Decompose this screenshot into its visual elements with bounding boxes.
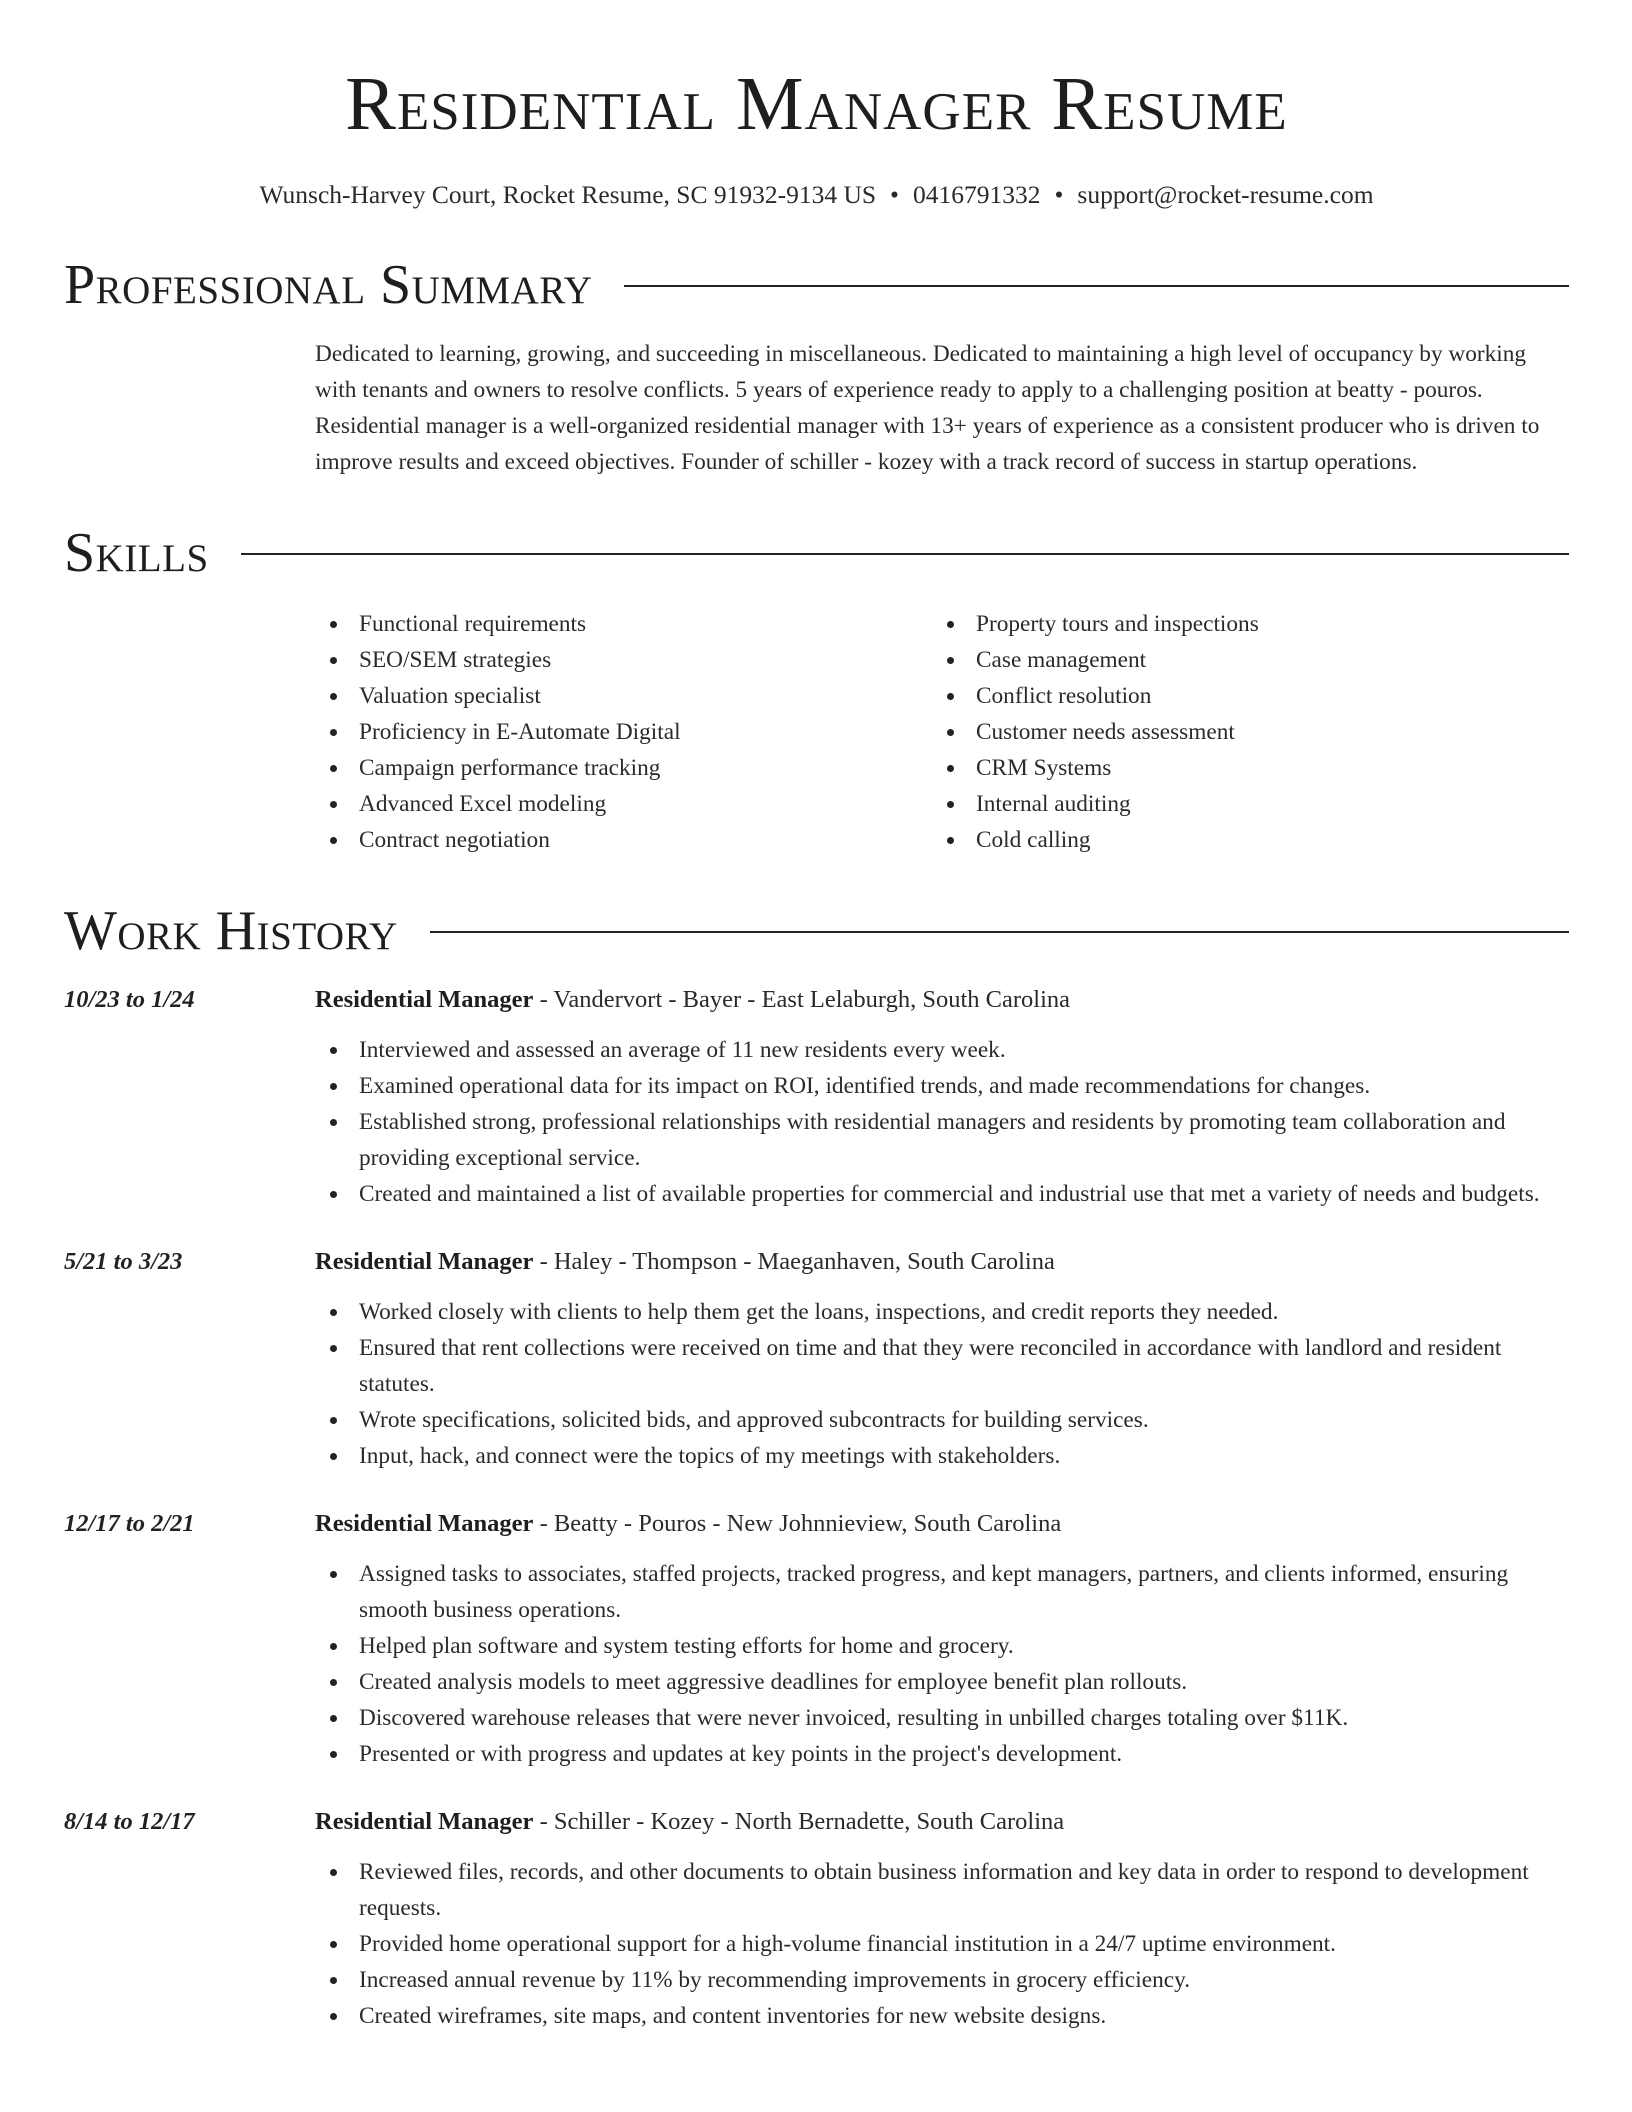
job-bullet: Wrote specifications, solicited bids, and approved subcontracts for building services. (315, 1402, 1569, 1438)
job-bullet: Input, hack, and connect were the topics of my meetings with stakeholders. (315, 1438, 1569, 1474)
contact-phone: 0416791332 (912, 180, 1041, 209)
job-heading (315, 1244, 1569, 1280)
job-bullet: Examined operational data for its impact on ROI, identified trends, and made recommendations for changes. (315, 1068, 1569, 1104)
skills-section-header (64, 522, 1569, 584)
skill-item: Campaign performance tracking (315, 750, 932, 786)
job-entry (64, 1804, 1569, 2034)
job-heading (315, 1506, 1569, 1542)
contact-separator: • (1054, 180, 1064, 209)
job-bullet: Created analysis models to meet aggressive deadlines for employee benefit plan rollouts. (315, 1664, 1569, 1700)
job-role: Residential Manager (315, 1248, 534, 1275)
job-heading (315, 1804, 1569, 1840)
job-role: Residential Manager (315, 1510, 534, 1537)
job-company: - Beatty - Pouros - New Johnnieview, South Carolina (533, 1510, 1062, 1537)
summary-heading: Professional Summary (64, 254, 593, 316)
skills-column-left (315, 606, 932, 858)
contact-separator: • (890, 180, 899, 209)
section-divider (241, 553, 1569, 555)
job-dates: 12/17 to 2/21 (64, 1510, 195, 1537)
job-bullet: Provided home operational support for a high-volume financial institution in a 24/7 uptime environment. (315, 1926, 1569, 1962)
work-heading: Work History (64, 900, 398, 962)
job-entry (64, 982, 1569, 1212)
skill-item: Functional requirements (315, 606, 932, 642)
job-bullet: Created wireframes, site maps, and content inventories for new website designs. (315, 1998, 1569, 2034)
skill-item: Valuation specialist (315, 678, 932, 714)
skill-item: Proficiency in E-Automate Digital (315, 714, 932, 750)
job-heading (315, 982, 1569, 1018)
job-bullet: Increased annual revenue by 11% by recommending improvements in grocery efficiency. (315, 1962, 1569, 1998)
job-bullet: Interviewed and assessed an average of 11 new residents every week. (315, 1032, 1569, 1068)
job-bullet: Helped plan software and system testing efforts for home and grocery. (315, 1628, 1569, 1664)
skill-item: SEO/SEM strategies (315, 642, 932, 678)
summary-text: Dedicated to learning, growing, and succeeding in miscellaneous. Dedicated to maintaining a high level of occupancy by working with tenants and owners to resolve conflicts. 5 years of experience ready to apply to a challenging position at beatty - pouros. Residential manager is a well-organized residential manager with 13+ years of experience as a consistent producer who is driven to improve results and exceed objectives. Founder of schiller - kozey with a track record of success in startup operations. (315, 341, 1540, 475)
job-bullet: Worked closely with clients to help them get the loans, inspections, and credit reports they needed. (315, 1294, 1569, 1330)
skill-item: Cold calling (932, 822, 1549, 858)
job-dates: 8/14 to 12/17 (64, 1808, 195, 1835)
skill-item: Advanced Excel modeling (315, 786, 932, 822)
section-divider (624, 285, 1569, 287)
skills-list (315, 606, 1569, 858)
job-bullets (315, 1556, 1569, 1772)
job-bullets (315, 1294, 1569, 1474)
job-bullet: Assigned tasks to associates, staffed projects, tracked progress, and kept managers, partners, and clients informed, ensuring smooth business operations. (315, 1556, 1569, 1628)
job-company: - Haley - Thompson - Maeganhaven, South Carolina (533, 1248, 1055, 1275)
job-body (315, 1506, 1569, 1772)
skill-item: Case management (932, 642, 1549, 678)
job-company: - Vandervort - Bayer - East Lelaburgh, South Carolina (533, 986, 1071, 1013)
job-role: Residential Manager (315, 1808, 534, 1835)
resume-title: Residential Manager Resume (345, 62, 1288, 146)
skill-item: Conflict resolution (932, 678, 1549, 714)
section-divider (430, 931, 1569, 933)
work-section-header (64, 900, 1569, 962)
job-body (315, 982, 1569, 1212)
contact-line (64, 178, 1569, 212)
job-dates: 10/23 to 1/24 (64, 986, 195, 1013)
job-bullets (315, 1032, 1569, 1212)
contact-address: Wunsch-Harvey Court, Rocket Resume, SC 91932-9134 US (259, 180, 877, 209)
job-bullet: Discovered warehouse releases that were never invoiced, resulting in unbilled charges totaling over $11K. (315, 1700, 1569, 1736)
job-body (315, 1244, 1569, 1474)
summary-section-header (64, 254, 1569, 316)
skills-heading: Skills (64, 522, 209, 584)
contact-email: support@rocket-resume.com (1077, 180, 1374, 209)
skill-item: CRM Systems (932, 750, 1549, 786)
skill-item: Property tours and inspections (932, 606, 1549, 642)
job-bullet: Established strong, professional relationships with residential managers and residents by promoting team collaboration and providing exceptional service. (315, 1104, 1569, 1176)
job-dates: 5/21 to 3/23 (64, 1248, 183, 1275)
skill-item: Contract negotiation (315, 822, 932, 858)
job-bullets (315, 1854, 1569, 2034)
job-bullet: Created and maintained a list of available properties for commercial and industrial use that met a variety of needs and budgets. (315, 1176, 1569, 1212)
skill-item: Customer needs assessment (932, 714, 1549, 750)
job-entry (64, 1244, 1569, 1474)
job-bullet: Presented or with progress and updates at key points in the project's development. (315, 1736, 1569, 1772)
job-entry (64, 1506, 1569, 1772)
job-body (315, 1804, 1569, 2034)
skill-item: Internal auditing (932, 786, 1549, 822)
skills-column-right (932, 606, 1549, 858)
job-role: Residential Manager (315, 986, 534, 1013)
job-bullet: Ensured that rent collections were received on time and that they were reconciled in accordance with landlord and resident statutes. (315, 1330, 1569, 1402)
job-company: - Schiller - Kozey - North Bernadette, South Carolina (533, 1808, 1065, 1835)
job-bullet: Reviewed files, records, and other documents to obtain business information and key data in order to respond to development requests. (315, 1854, 1569, 1926)
